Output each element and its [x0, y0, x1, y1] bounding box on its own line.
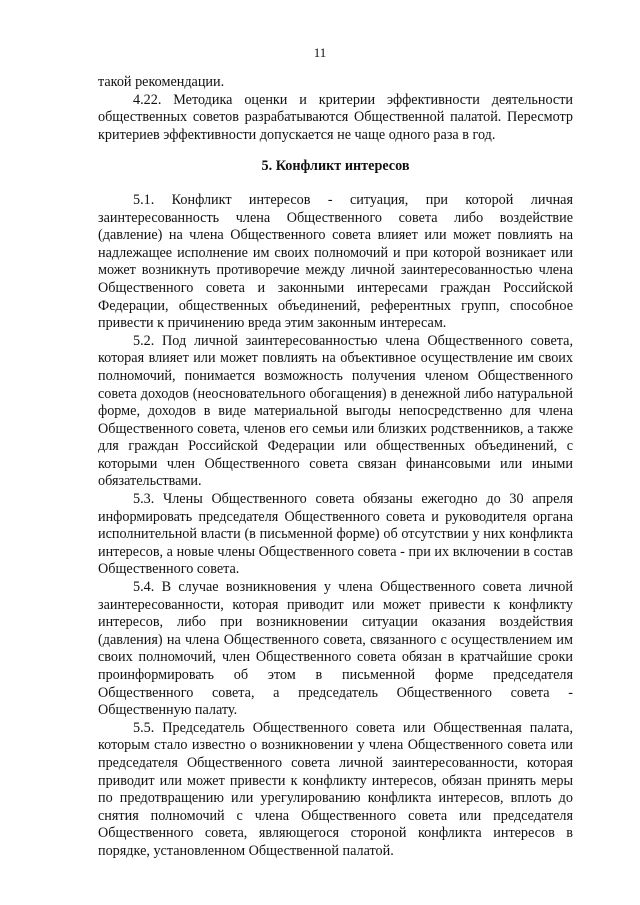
paragraph-5-4: 5.4. В случае возникновения у члена Общественного совета личной заинтересованности, которая приводит или может привести к конфликту интересов, либо при возникновении ситуации оказания воздействия (давления) на члена Общественного совета, связанного с осуществлением им своих полномочий, член Общественного совета обязан в кратчайшие сроки проинформировать об этом в письменной форме председателя Общественного совета, а председатель Общественного совета - Общественную палату.	[98, 579, 573, 719]
paragraph-5-3: 5.3. Члены Общественного совета обязаны ежегодно до 30 апреля информировать председателя Общественного совета и руководителя органа исполнительной власти (в письменной форме) об отсутствии у них конфликта интересов, а новые члены Общественного совета - при их включении в состав Общественного совета.	[98, 491, 573, 578]
document-body	[98, 74, 573, 861]
paragraph-5-1: 5.1. Конфликт интересов - ситуация, при которой личная заинтересованность члена Общественного совета либо воздействие (давление) на члена Общественного совета влияет или может повлиять на надлежащее исполнение им своих полномочий и при которой возникает или может возникнуть противоречие между личной заинтересованностью члена Общественного совета и законными интересами граждан Российской Федерации, общественных объединений, референтных групп, способное привести к причинению вреда этим законным интересам.	[98, 191, 573, 332]
paragraph-5-5: 5.5. Председатель Общественного совета или Общественная палата, которым стало известно о возникновении у члена Общественного совета или председателя Общественного совета личной заинтересованности, которая приводит или может привести к конфликту интересов, обязан принять меры по предотвращению или урегулированию конфликта интересов, вплоть до снятия полномочий с члена Общественного совета или председателя Общественного совета, являющегося стороной конфликта интересов в порядке, установленном Общественной палатой.	[98, 719, 573, 859]
paragraph-5-2: 5.2. Под личной заинтересованностью члена Общественного совета, которая влияет или может повлиять на объективное осуществление им своих полномочий, понимается возможность получения членом Общественного совета доходов (неосновательного обогащения) в денежной либо натуральной форме, доходов в виде материальной выгоды непосредственно для члена Общественного совета, членов его семьи или близких родственников, а также для граждан Российской Федерации или общественных объединений, с которыми член Общественного совета связан финансовыми или иными обязательствами.	[98, 332, 573, 490]
paragraph-4-22: 4.22. Методика оценки и критерии эффективности деятельности общественных советов разрабатываются Общественной палатой. Пересмотр критериев эффективности допускается не чаще одного раза в год.	[98, 91, 573, 143]
page-number: 11	[313, 45, 327, 60]
paragraph-continuation: такой рекомендации.	[98, 74, 225, 90]
section-heading: 5. Конфликт интересов	[261, 158, 410, 175]
